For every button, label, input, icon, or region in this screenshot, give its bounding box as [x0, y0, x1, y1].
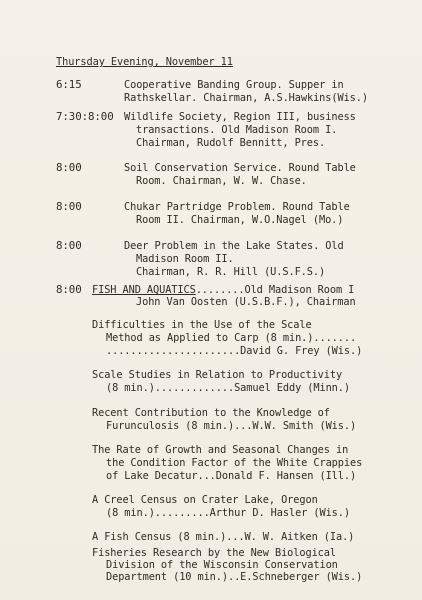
session-text: Chukar Partridge Problem. Round Table: [124, 201, 350, 213]
paper-line: Recent Contribution to the Knowledge of: [92, 407, 330, 419]
paper-line: A Creel Census on Crater Lake, Oregon: [92, 494, 318, 506]
session-text: transactions. Old Madison Room I.: [136, 124, 338, 136]
session-text: Room. Chairman, W. W. Chase.: [136, 175, 307, 187]
fish-chairman: John Van Oosten (U.S.B.F.), Chairman: [136, 296, 356, 308]
session-text: Room II. Chairman, W.O.Nagel (Mo.): [136, 214, 344, 226]
paper-line: A Fish Census (8 min.)...W. W. Aitken (Ia.): [92, 531, 355, 543]
paper-line: Division of the Wisconsin Conservation: [106, 559, 338, 571]
paper-line: Fisheries Research by the New Biological: [92, 547, 336, 559]
session-time: 8:00: [56, 161, 82, 174]
section-heading: Thursday Evening, November 11: [56, 56, 233, 68]
paper-line: The Rate of Growth and Seasonal Changes in: [92, 444, 349, 456]
session-time: 8:00: [56, 200, 82, 213]
session-text: Soil Conservation Service. Round Table: [124, 162, 356, 174]
session-time: 8:00: [56, 239, 82, 252]
fish-room: ........Old Madison Room I: [195, 284, 355, 296]
paper-line: of Lake Decatur...Donald F. Hansen (Ill.): [106, 470, 357, 482]
fish-time: 8:00: [56, 283, 82, 296]
paper-line: Department (10 min.)..E.Schneberger (Wis.): [106, 571, 363, 583]
paper-line: (8 min.).........Arthur D. Hasler (Wis.): [106, 507, 350, 519]
fish-header: [92, 284, 354, 296]
session-time: 7:30:8:00: [56, 110, 114, 123]
paper-line: the Condition Factor of the White Crappies: [106, 457, 363, 469]
paper-line: Method as Applied to Carp (8 min.).......: [106, 332, 357, 344]
session-text: Madison Room II.: [136, 253, 234, 265]
session-text: Chairman, Rudolf Bennitt, Pres.: [136, 137, 326, 149]
paper-line: (8 min.).............Samuel Eddy (Minn.): [106, 382, 350, 394]
paper-line: Difficulties in the Use of the Scale: [92, 319, 312, 331]
paper-line: Scale Studies in Relation to Productivity: [92, 369, 343, 381]
paper-line: Furunculosis (8 min.)...W.W. Smith (Wis.): [106, 420, 357, 432]
session-text: Deer Problem in the Lake States. Old: [124, 240, 344, 252]
session-text: Chairman, R. R. Hill (U.S.F.S.): [136, 266, 326, 278]
session-time: 6:15: [56, 78, 82, 91]
session-text: Rathskellar. Chairman, A.S.Hawkins(Wis.): [124, 92, 368, 104]
session-text: Cooperative Banding Group. Supper in: [124, 79, 344, 91]
session-text: Wildlife Society, Region III, business: [124, 111, 356, 123]
paper-line: ......................David G. Frey (Wis.): [106, 345, 363, 357]
fish-title: FISH AND AQUATICS: [92, 284, 196, 296]
